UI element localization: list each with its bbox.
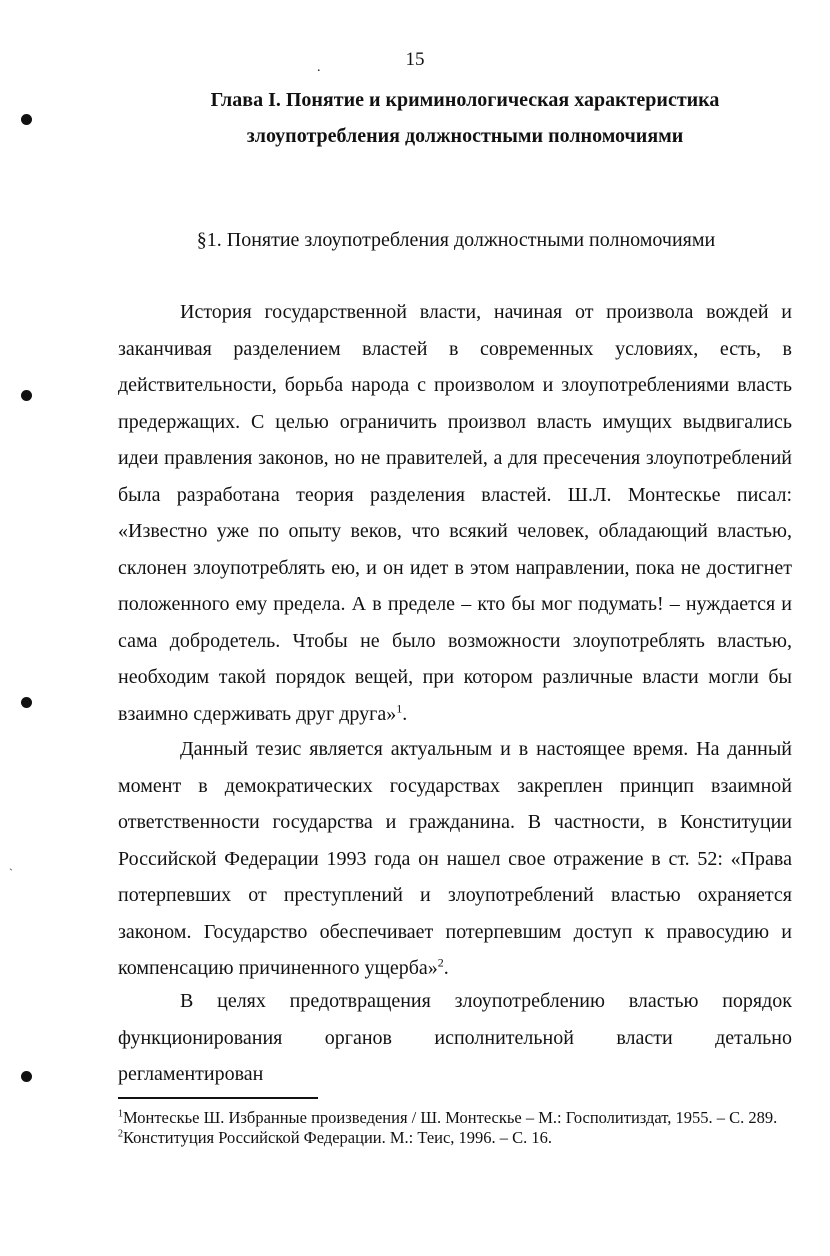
chapter-title-line-1: Глава I. Понятие и криминологическая характеристика	[210, 89, 720, 111]
chapter-title	[150, 82, 780, 154]
section-title: §1. Понятие злоупотребления должностными полномочиями	[196, 229, 716, 251]
body-paragraph-3	[118, 983, 792, 1093]
footnote-separator	[118, 1097, 318, 1099]
paragraph-text: В целях предотвращения злоупотреблению властью порядок функционирования органов исполнительной власти детально регламентирован	[118, 990, 792, 1085]
footnote-text: Конституция Российской Федерации. М.: Теис, 1996. – С. 16.	[123, 1128, 553, 1147]
binding-hole-mark	[21, 697, 32, 708]
page-number: 15	[405, 49, 425, 70]
chapter-title-line-2: злоупотребления должностными полномочиями	[246, 125, 684, 147]
footnotes	[118, 1108, 792, 1148]
paragraph-text: История государственной власти, начиная от произвола вождей и заканчивая разделением властей в современных условиях, есть, в действительности, борьба народа с произволом и злоупотреблениями власть предержащих. С целью ограничить произвол власть имущих выдвигались идеи правления законов, но не правителей, а для пресечения злоупотреблений была разработана теория разделения властей. Ш.Л. Монтескье писал: «Известно уже по опыту веков, что всякий человек, обладающий властью, склонен злоупотреблять ею, и он идет в этом направлении, пока не достигнет положенного ему предела. А в пределе – кто бы мог подумать! – нуждается и сама добродетель. Чтобы не было возможности злоупотреблять властью, необходим такой порядок вещей, при котором различные власти могли бы взаимно сдерживать друг друга»	[118, 301, 792, 725]
footnote-1	[118, 1108, 792, 1128]
paragraph-text: Данный тезис является актуальным и в настоящее время. На данный момент в демократических государствах закреплен принцип взаимной ответственности государства и гражданина. В частности, в Конституции Российской Федерации 1993 года он нашел свое отражение в ст. 52: «Права потерпевших от преступлений и злоупотреблений властью охраняется законом. Государство обеспечивает потерпевшим доступ к правосудию и компенсацию причиненного ущерба»	[118, 738, 792, 979]
footnote-marker: 2	[118, 1128, 123, 1140]
binding-hole-mark	[21, 1071, 32, 1082]
footnote-2	[118, 1128, 792, 1148]
paragraph-end: .	[402, 702, 408, 725]
footnote-ref[interactable]: 2	[437, 955, 444, 970]
binding-hole-mark	[21, 390, 32, 401]
footnote-text: Монтескье Ш. Избранные произведения / Ш. Монтескье – М.: Госполитиздат, 1955. – С. 289.	[123, 1108, 778, 1127]
body-paragraph-2	[118, 731, 792, 987]
scan-tick-mark: `	[9, 866, 13, 880]
footnote-ref[interactable]: 1	[396, 700, 403, 715]
body-paragraph-1	[118, 294, 792, 732]
paragraph-end: .	[443, 957, 449, 979]
binding-hole-mark	[21, 114, 32, 125]
footnote-marker: 1	[118, 1108, 123, 1120]
scan-speck: .	[317, 60, 321, 75]
